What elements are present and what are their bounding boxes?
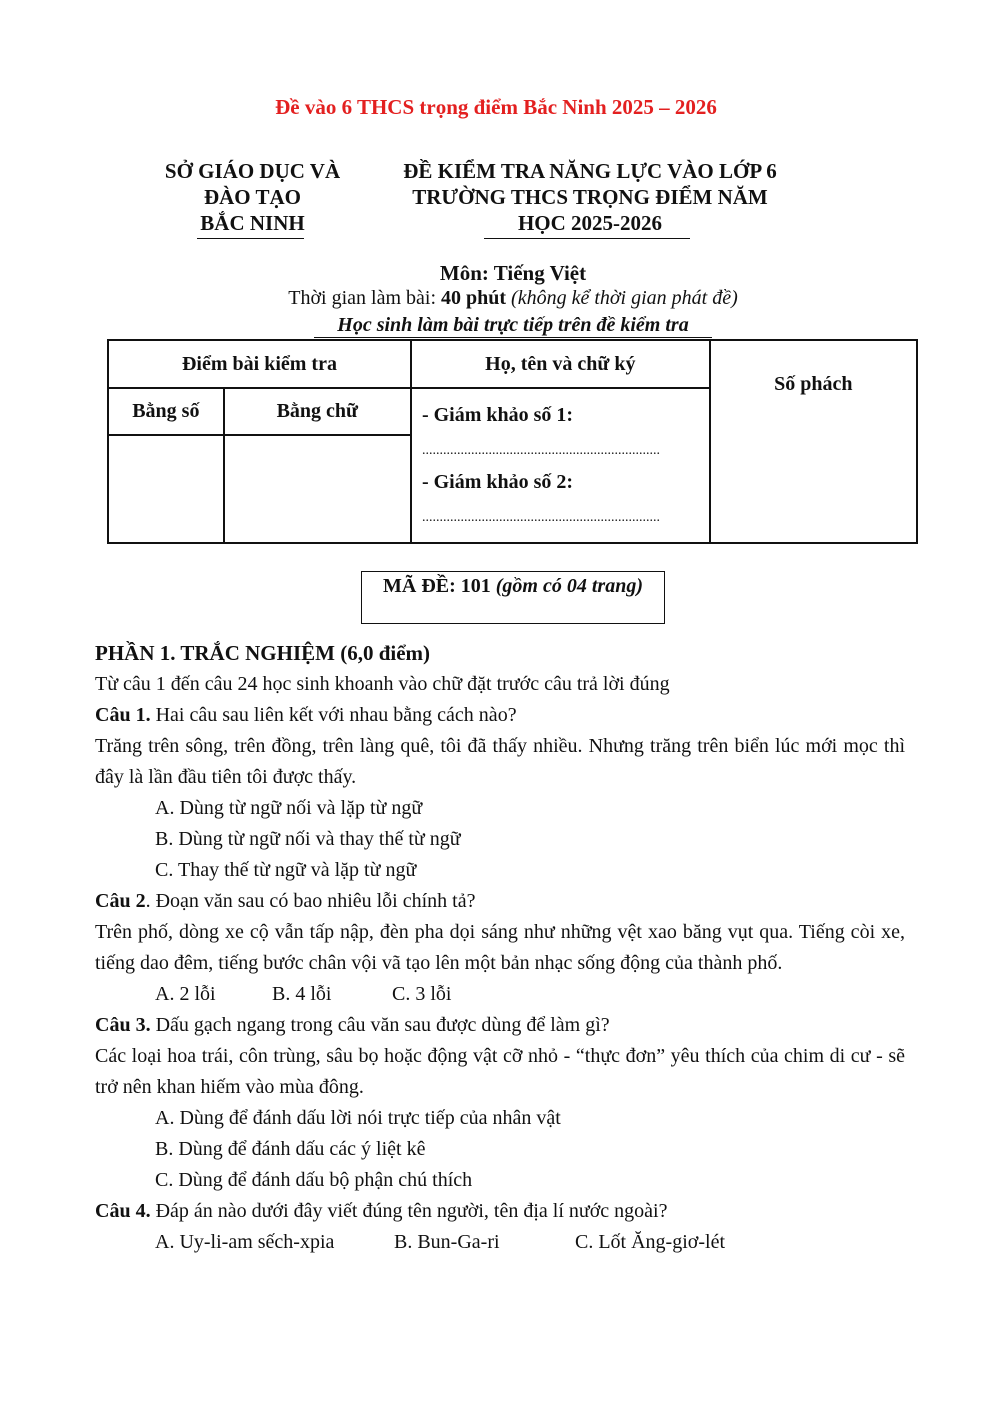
question-label: Câu 1.	[95, 704, 151, 726]
examiners-cell	[411, 388, 710, 543]
score-word-cell	[224, 435, 411, 543]
page-title: Đề vào 6 THCS trọng điểm Bắc Ninh 2025 – 2026	[275, 95, 717, 119]
department-line-2: ĐÀO TẠO	[203, 185, 302, 209]
exam-code-label: MÃ ĐỀ: 101	[383, 575, 496, 597]
section-instruction: Từ câu 1 đến câu 24 học sinh khoanh vào chữ đặt trước câu trả lời đúng	[95, 673, 670, 695]
question-label: Câu 2	[95, 890, 146, 912]
exam-line-1: ĐỀ KIỂM TRA NĂNG LỰC VÀO LỚP 6	[403, 159, 777, 183]
name-header: Họ, tên và chữ ký	[411, 340, 710, 388]
exam-code-note: (gồm có 04 trang)	[495, 575, 643, 597]
question-3	[95, 1010, 905, 1041]
exam-line-2: TRƯỜNG THCS TRỌNG ĐIỂM NĂM	[412, 185, 768, 209]
instruction-underline	[314, 337, 712, 338]
department-header	[140, 158, 365, 236]
code-header: Số phách	[710, 340, 917, 543]
subject: Môn: Tiếng Việt	[439, 261, 587, 285]
department-line-3: BẮC NINH	[200, 211, 305, 235]
question-2-option-b[interactable]: B. 4 lỗi	[272, 983, 332, 1005]
time-note: (không kể thời gian phát đề)	[506, 287, 738, 309]
exam-content	[95, 638, 905, 1258]
question-2-passage: Trên phố, dòng xe cộ vẫn tấp nập, đèn pha dọi sáng như những vệt xao băng vụt qua. Tiếng còi xe, tiếng dao đêm, tiếng bước chân vội vã tạo lên một bản nhạc sống động của thành phố.	[95, 921, 905, 974]
question-4-options	[95, 1227, 905, 1258]
question-text: Dấu gạch ngang trong câu văn sau được dùng để làm gì?	[150, 1014, 610, 1036]
question-4	[95, 1196, 905, 1227]
question-1-passage: Trăng trên sông, trên đồng, trên làng quê, tôi đã thấy nhiều. Nhưng trăng trên biển lúc mới mọc thì đây là lần đầu tiên tôi được thấy.	[95, 735, 905, 788]
question-1-option-a[interactable]: A. Dùng từ ngữ nối và lặp từ ngữ	[155, 797, 423, 819]
question-text: Đáp án nào dưới đây viết đúng tên người, tên địa lí nước ngoài?	[150, 1200, 668, 1222]
by-word-header: Bằng chữ	[224, 388, 411, 435]
question-3-option-c[interactable]: C. Dùng để đánh dấu bộ phận chú thích	[155, 1169, 473, 1191]
question-2-option-a[interactable]: A. 2 lỗi	[155, 983, 216, 1005]
question-1-option-b[interactable]: B. Dùng từ ngữ nối và thay thế từ ngữ	[155, 828, 461, 850]
header-left-underline	[197, 238, 304, 239]
section-title: PHẦN 1. TRẮC NGHIỆM (6,0 điểm)	[95, 641, 431, 665]
examiner-2-signature-line: ....................................................................	[421, 510, 660, 525]
score-header: Điểm bài kiểm tra	[108, 340, 411, 388]
exam-line-3: HỌC 2025-2026	[517, 211, 663, 235]
examiner-1-signature-line: ....................................................................	[421, 443, 660, 458]
header-right-underline	[484, 238, 690, 239]
time-prefix: Thời gian làm bài:	[288, 287, 441, 309]
question-1-option-c[interactable]: C. Thay thế từ ngữ và lặp từ ngữ	[155, 859, 417, 881]
department-line-1: SỞ GIÁO DỤC VÀ	[164, 159, 341, 183]
exam-header	[380, 158, 800, 236]
question-text: Hai câu sau liên kết với nhau bằng cách nào?	[150, 704, 517, 726]
question-2-option-c[interactable]: C. 3 lỗi	[392, 983, 452, 1005]
by-number-header: Bằng số	[108, 388, 224, 435]
question-text: . Đoạn văn sau có bao nhiêu lỗi chính tả?	[145, 890, 476, 912]
score-number-cell	[108, 435, 224, 543]
question-label: Câu 4.	[95, 1200, 151, 1222]
question-3-option-a[interactable]: A. Dùng để đánh dấu lời nói trực tiếp của nhân vật	[155, 1107, 561, 1129]
question-4-option-b[interactable]: B. Bun-Ga-ri	[394, 1231, 500, 1253]
question-label: Câu 3.	[95, 1014, 151, 1036]
question-1	[95, 700, 905, 731]
question-2	[95, 886, 905, 917]
score-table	[107, 339, 918, 544]
time-limit	[0, 287, 992, 310]
examiner-1-label: - Giám khảo số 1:	[421, 404, 574, 426]
instruction: Học sinh làm bài trực tiếp trên đề kiểm tra	[337, 314, 689, 336]
question-4-option-a[interactable]: A. Uy-li-am sếch-xpia	[155, 1231, 335, 1253]
question-4-option-c[interactable]: C. Lốt Ăng-giơ-lét	[575, 1231, 725, 1253]
question-3-option-b[interactable]: B. Dùng để đánh dấu các ý liệt kê	[155, 1138, 426, 1160]
question-2-options	[95, 979, 905, 1010]
question-3-passage: Các loại hoa trái, côn trùng, sâu bọ hoặc động vật cỡ nhỏ - “thực đơn” yêu thích của chim di cư - sẽ trở nên khan hiếm vào mùa đông.	[95, 1045, 905, 1098]
exam-code-box	[361, 571, 665, 624]
examiner-2-label: - Giám khảo số 2:	[421, 471, 574, 493]
time-duration: 40 phút	[441, 287, 507, 309]
